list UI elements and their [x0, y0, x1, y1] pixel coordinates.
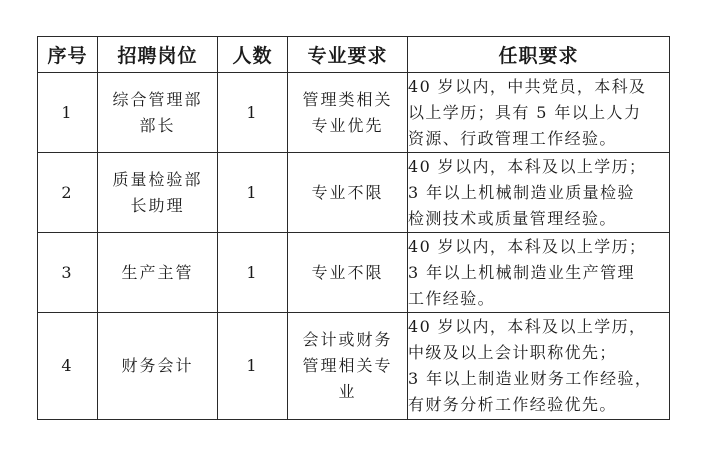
table-row — [38, 153, 670, 233]
major-line: 专业不限 — [311, 182, 384, 202]
count-cell: 1 — [218, 233, 288, 313]
major-line: 管理相关专 — [302, 356, 393, 375]
requirements-cell — [408, 73, 670, 153]
position-line: 综合管理部 — [112, 89, 203, 109]
serial-cell: 2 — [38, 153, 98, 233]
major-cell — [288, 313, 408, 420]
requirements-cell — [408, 233, 670, 313]
count-cell: 1 — [218, 153, 288, 233]
major-cell — [288, 73, 408, 153]
requirement-line: 3 年以上机械制造业质量检验 — [408, 182, 635, 202]
requirement-line: 资源、行政管理工作经验。 — [408, 128, 617, 148]
requirement-line: 有财务分析工作经验优先。 — [408, 395, 617, 414]
count-cell: 1 — [218, 313, 288, 420]
table-row — [38, 313, 670, 420]
requirements-cell — [408, 153, 670, 233]
header-requirements: 任职要求 — [408, 37, 670, 73]
position-line: 质量检验部 — [112, 169, 203, 189]
header-serial: 序号 — [38, 37, 98, 73]
serial-cell: 1 — [38, 73, 98, 153]
requirements-cell — [408, 313, 670, 420]
requirement-line: 检测技术或质量管理经验。 — [408, 208, 617, 228]
requirement-line: 40 岁以内，本科及以上学历， — [408, 317, 647, 336]
major-line: 业 — [338, 382, 357, 401]
header-count: 人数 — [218, 37, 288, 73]
major-cell — [288, 233, 408, 313]
header-major: 专业要求 — [288, 37, 408, 73]
position-line: 长助理 — [130, 195, 185, 215]
requirement-line: 40 岁以内，中共党员，本科及 — [408, 76, 647, 96]
requirement-line: 以上学历；具有 5 年以上人力 — [408, 102, 642, 122]
major-line: 管理类相关 — [302, 89, 393, 109]
requirement-line: 3 年以上机械制造业生产管理 — [408, 262, 635, 282]
serial-cell: 4 — [38, 313, 98, 420]
position-cell — [98, 153, 218, 233]
count-cell: 1 — [218, 73, 288, 153]
position-cell — [98, 73, 218, 153]
requirement-line: 40 岁以内，本科及以上学历； — [408, 236, 647, 256]
position-cell — [98, 233, 218, 313]
requirement-line: 中级及以上会计职称优先； — [408, 343, 617, 362]
table-row — [38, 73, 670, 153]
major-cell — [288, 153, 408, 233]
serial-cell: 3 — [38, 233, 98, 313]
position-line: 部长 — [139, 115, 176, 135]
requirement-line: 40 岁以内，本科及以上学历； — [408, 156, 647, 176]
header-row — [38, 37, 670, 73]
requirement-line: 3 年以上制造业财务工作经验， — [408, 369, 653, 388]
position-cell — [98, 313, 218, 420]
major-line: 会计或财务 — [302, 330, 393, 349]
position-line: 生产主管 — [121, 262, 194, 282]
position-line: 财务会计 — [121, 356, 194, 375]
table-row — [38, 233, 670, 313]
major-line: 专业不限 — [311, 262, 384, 282]
major-line: 专业优先 — [311, 115, 384, 135]
recruitment-table — [37, 36, 670, 420]
header-position: 招聘岗位 — [98, 37, 218, 73]
requirement-line: 工作经验。 — [408, 288, 496, 308]
